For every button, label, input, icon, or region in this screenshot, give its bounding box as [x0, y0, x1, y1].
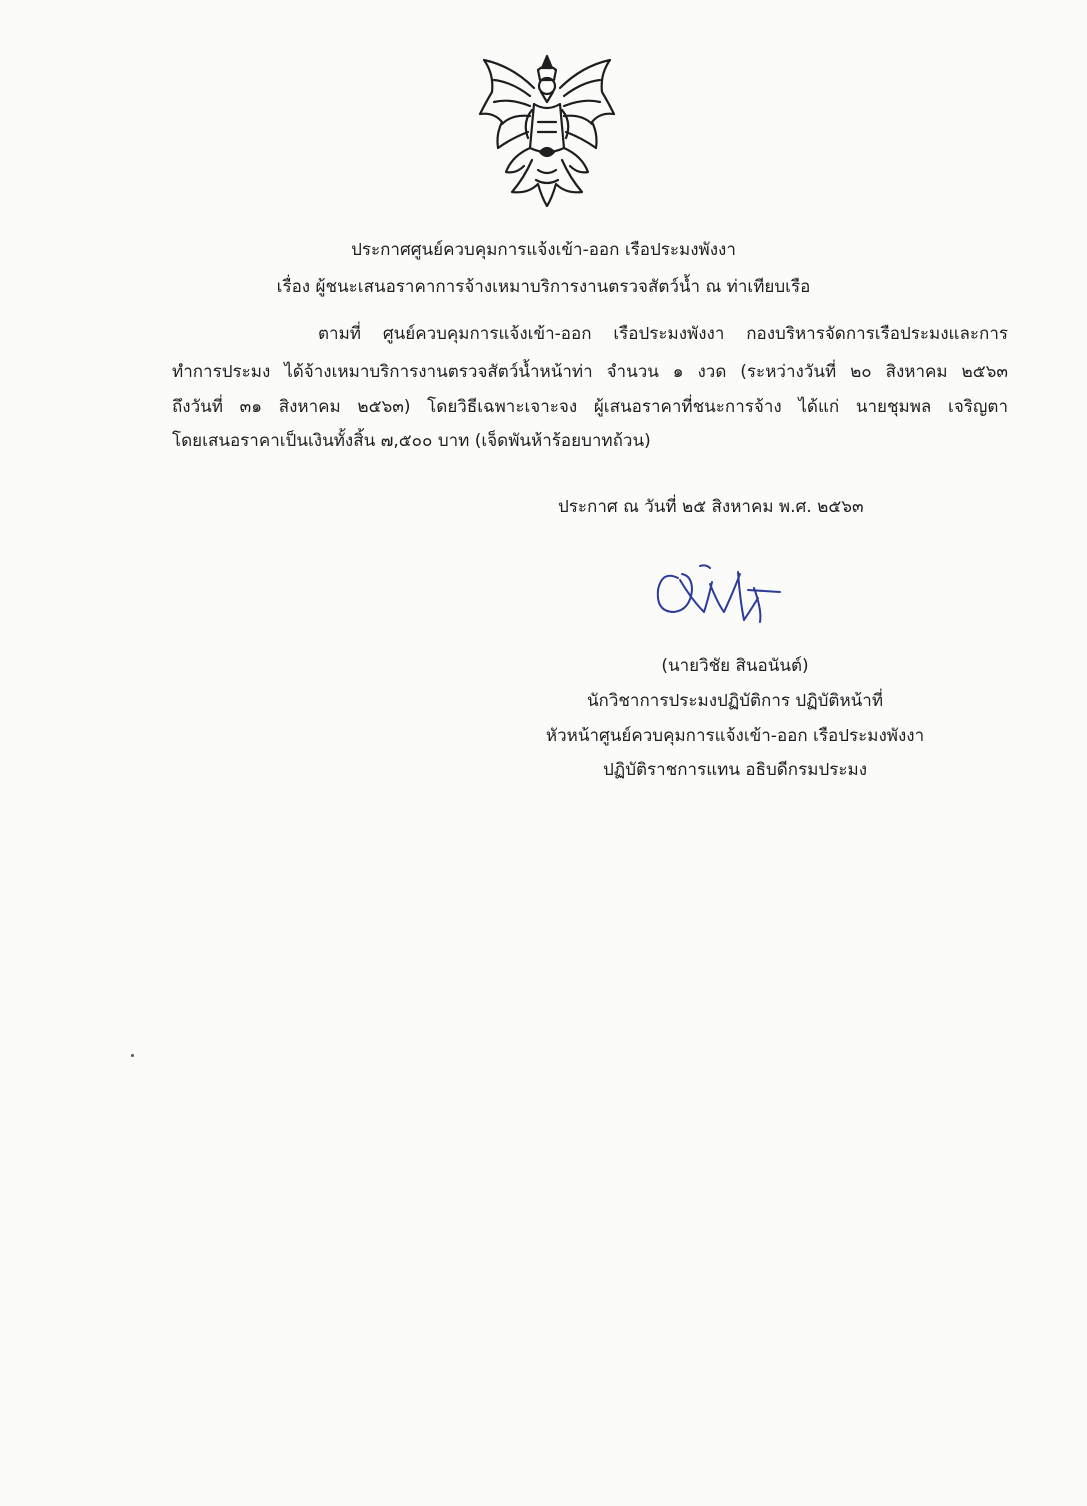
signatory-position-1: นักวิชาการประมงปฏิบัติการ ปฏิบัติหน้าที่ — [586, 691, 884, 711]
announcement-title: ประกาศศูนย์ควบคุมการแจ้งเข้า-ออก เรือประมงพังงา — [351, 240, 736, 260]
garuda-emblem-icon — [472, 52, 622, 210]
announcement-subject: เรื่อง ผู้ชนะเสนอราคาการจ้างเหมาบริการงานตรวจสัตว์น้ำ ณ ท่าเทียบเรือ — [276, 277, 811, 297]
announcement-date: ประกาศ ณ วันที่ ๒๕ สิงหาคม พ.ศ. ๒๕๖๓ — [558, 497, 864, 517]
body-line-1: ตามที่ ศูนย์ควบคุมการแจ้งเข้า-ออก เรือประมงพังงา กองบริหารจัดการเรือประมงและการ — [318, 324, 1008, 344]
body-line-4: โดยเสนอราคาเป็นเงินทั้งสิ้น ๗,๕๐๐ บาท (เจ็ดพันห้าร้อยบาทถ้วน) — [172, 431, 651, 451]
paper-speck — [131, 1054, 134, 1057]
signatory-position-3: ปฏิบัติราชการแทน อธิบดีกรมประมง — [602, 760, 867, 780]
handwritten-signature — [648, 560, 788, 640]
body-line-2: ทำการประมง ได้จ้างเหมาบริการงานตรวจสัตว์น้ำหน้าท่า จำนวน ๑ งวด (ระหว่างวันที่ ๒๐ สิงหาคม ๒๕๖๓ — [172, 362, 1008, 382]
signatory-name: (นายวิชัย สินอนันต์) — [661, 656, 809, 676]
signatory-position-2: หัวหน้าศูนย์ควบคุมการแจ้งเข้า-ออก เรือประมงพังงา — [545, 726, 925, 746]
body-line-3: ถึงวันที่ ๓๑ สิงหาคม ๒๕๖๓) โดยวิธีเฉพาะเจาะจง ผู้เสนอราคาที่ชนะการจ้าง ได้แก่ นายชุมพล เจริญตา — [172, 397, 1008, 417]
